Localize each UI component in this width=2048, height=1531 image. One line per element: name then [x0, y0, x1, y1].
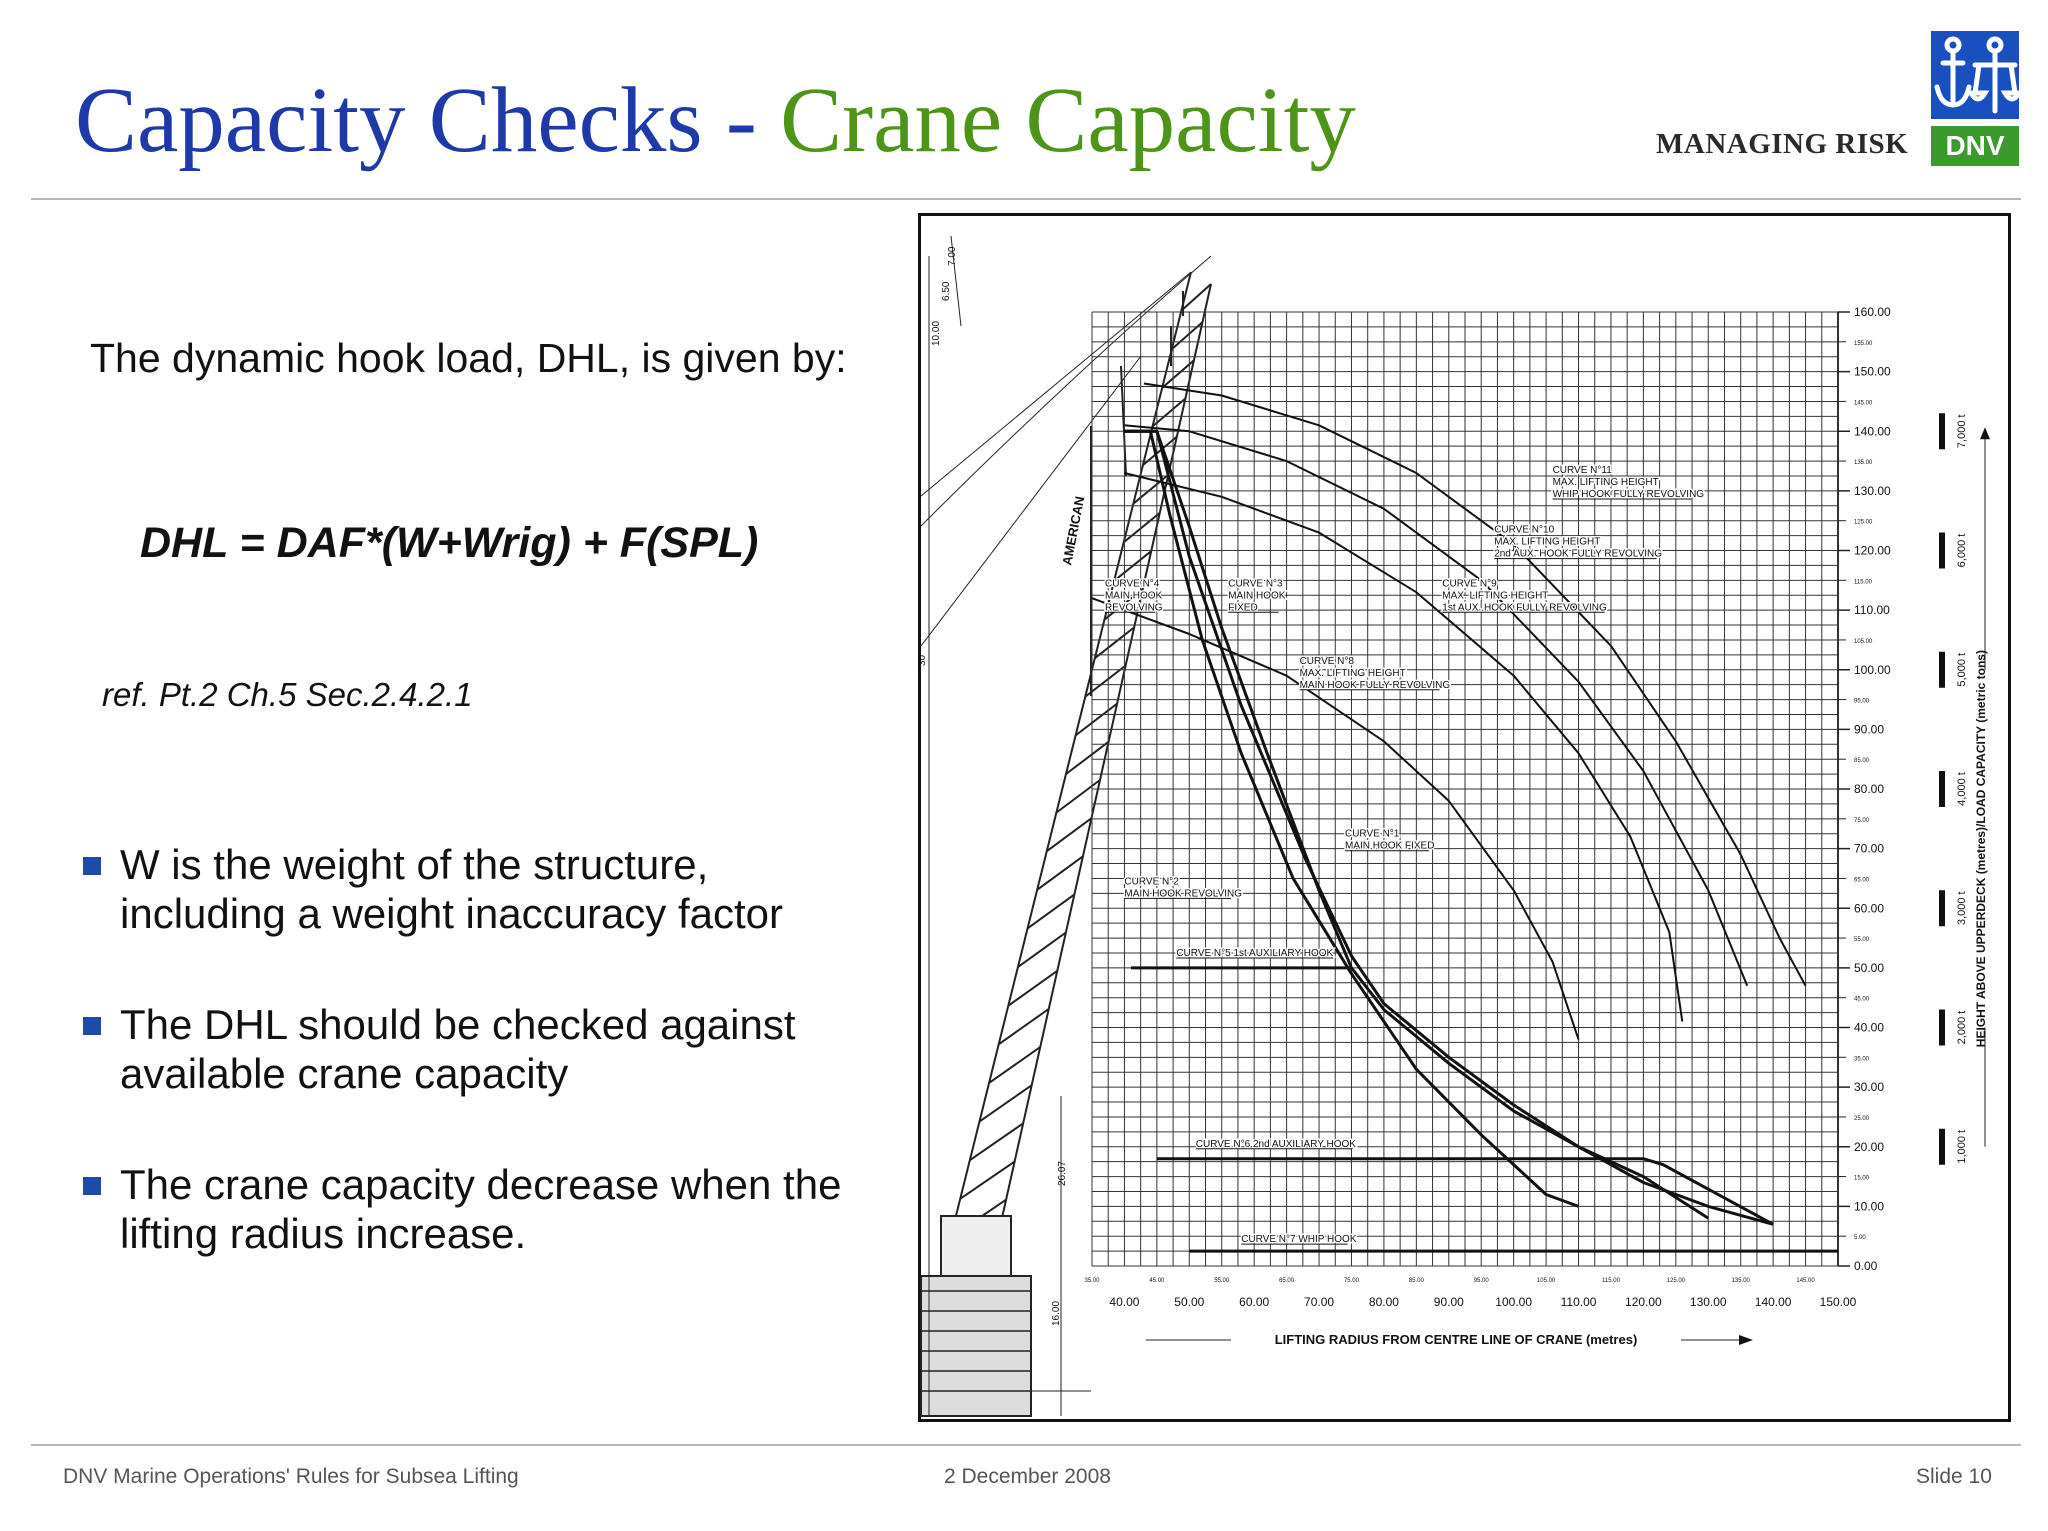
square-bullet-icon	[83, 1017, 101, 1035]
bullet-item	[80, 840, 880, 938]
bullet-item	[80, 1000, 880, 1098]
capacity-label: 7,000 t	[1956, 414, 1968, 449]
bullet-text: W is the weight of the structure, including a weight inaccuracy factor	[120, 841, 784, 937]
series-curve	[1124, 425, 1747, 986]
capacity-bar	[1939, 652, 1945, 688]
y-tick-label-minor: 5.00	[1854, 1235, 1866, 1242]
y-tick-label-minor: 55.00	[1854, 937, 1870, 944]
x-tick-label-minor: 145.00	[1796, 1278, 1815, 1284]
dnv-logo-wordmark: DNV	[1931, 126, 2019, 166]
y-tick-label-minor: 155.00	[1854, 340, 1873, 347]
bullet-text: The crane capacity decrease when the lifting radius increase.	[120, 1161, 842, 1257]
dimension-label: 30	[917, 654, 928, 666]
y-tick-label: 20.00	[1854, 1139, 1885, 1154]
curve-label-line: 2nd AUX. HOOK FULLY REVOLVING	[1494, 548, 1663, 560]
x-tick-label: 40.00	[1109, 1295, 1140, 1309]
x-tick-label: 80.00	[1368, 1295, 1399, 1309]
curve-label	[1345, 829, 1434, 852]
curve-label-line: MAX. LIFTING HEIGHT	[1442, 590, 1549, 602]
curve-label-line: CURVE N°5 1st AUXILIARY HOOK	[1176, 947, 1334, 959]
x-tick-label-minor: 35.00	[1084, 1278, 1100, 1284]
curve-label-line: CURVE N°4	[1104, 578, 1160, 590]
x-tick-label-minor: 115.00	[1602, 1278, 1620, 1284]
x-tick-label: 90.00	[1433, 1295, 1464, 1309]
curve-label	[1228, 578, 1286, 613]
curve-label-line: MAX. LIFTING HEIGHT	[1494, 536, 1601, 548]
curve-label-line: CURVE N°1	[1344, 828, 1400, 840]
curve-label-line: MAX. LIFTING HEIGHT	[1552, 476, 1659, 488]
header-divider	[31, 198, 2021, 200]
curve-label-line: MAIN HOOK FULLY REVOLVING	[1299, 679, 1451, 691]
y-tick-label-minor: 125.00	[1854, 519, 1873, 526]
y-tick-label: 130.00	[1854, 483, 1891, 498]
curve-label-line: CURVE N°6 2nd AUXILIARY HOOK	[1195, 1138, 1356, 1150]
dimension-label: 6.50	[941, 281, 952, 301]
y-tick-label: 50.00	[1854, 960, 1885, 975]
capacity-bar	[1939, 1129, 1945, 1165]
y-tick-label: 140.00	[1854, 424, 1891, 439]
y-tick-label: 70.00	[1854, 841, 1885, 856]
x-tick-label: 140.00	[1754, 1295, 1792, 1309]
curve-label-line: CURVE N°8	[1299, 655, 1354, 667]
y-tick-label: 150.00	[1854, 364, 1891, 379]
x-tick-label: 70.00	[1304, 1295, 1335, 1309]
curve-label-line: MAIN HOOK FIXED	[1344, 840, 1435, 852]
y-tick-label-minor: 15.00	[1854, 1175, 1870, 1182]
capacity-label: 3,000 t	[1956, 891, 1968, 926]
curve-label-line: CURVE N°3	[1228, 578, 1283, 590]
curve-label-line: REVOLVING	[1104, 602, 1163, 614]
x-tick-label-minor: 85.00	[1408, 1278, 1424, 1284]
y-axis-arrow-head	[1980, 427, 1990, 439]
curve-label	[1553, 465, 1705, 500]
y-tick-label: 60.00	[1854, 901, 1885, 916]
x-tick-label-minor: 95.00	[1473, 1278, 1489, 1284]
crane-maker-label: AMERICAN	[1059, 494, 1088, 567]
capacity-label: 6,000 t	[1956, 533, 1968, 568]
x-tick-label-minor: 75.00	[1343, 1278, 1359, 1284]
curve-label-line: MAX. LIFTING HEIGHT	[1299, 667, 1406, 679]
dimension-label: 10.00	[931, 320, 942, 346]
capacity-label: 4,000 t	[1956, 772, 1968, 806]
curve-label	[1105, 578, 1163, 613]
footer-date: 2 December 2008	[944, 1465, 1111, 1488]
y-tick-label: 10.00	[1854, 1199, 1885, 1214]
y-tick-label: 120.00	[1854, 543, 1891, 558]
y-tick-label-minor: 145.00	[1854, 400, 1873, 407]
x-axis-arrow-head	[1739, 1335, 1753, 1345]
y-tick-label-minor: 135.00	[1854, 460, 1873, 467]
dnv-anchor-logo-icon	[1931, 31, 2019, 119]
x-tick-label-minor: 65.00	[1279, 1278, 1295, 1284]
dhl-formula: DHL = DAF*(W+Wrig) + F(SPL)	[140, 519, 759, 567]
x-tick-label-minor: 45.00	[1149, 1278, 1165, 1284]
x-tick-label: 60.00	[1239, 1295, 1270, 1309]
x-axis-label: LIFTING RADIUS FROM CENTRE LINE OF CRANE (metres)	[1274, 1332, 1638, 1347]
guide-arc	[921, 256, 1211, 526]
curve-label	[1300, 656, 1451, 691]
x-tick-label: 150.00	[1819, 1295, 1857, 1309]
crane-house	[941, 1216, 1011, 1276]
x-tick-label-minor: 125.00	[1666, 1278, 1686, 1284]
vessel-hull	[921, 1276, 1031, 1416]
y-tick-label-minor: 85.00	[1854, 758, 1870, 765]
y-tick-label: 40.00	[1854, 1020, 1885, 1035]
y-tick-label-minor: 25.00	[1854, 1115, 1870, 1122]
bullet-list	[80, 840, 880, 1320]
capacity-bar	[1939, 1010, 1945, 1046]
crane-illustration	[921, 236, 1211, 1416]
square-bullet-icon	[83, 857, 101, 875]
capacity-label: 5,000 t	[1956, 652, 1968, 687]
y-tick-label-minor: 115.00	[1854, 579, 1872, 586]
curve-label	[1241, 1234, 1357, 1245]
curve-label	[1124, 876, 1242, 899]
managing-risk-tagline: MANAGING RISK	[1656, 128, 1909, 160]
footer-title: DNV Marine Operations' Rules for Subsea Lifting	[63, 1465, 519, 1488]
curve-label-line: CURVE N°10	[1494, 524, 1555, 536]
y-tick-label: 100.00	[1854, 662, 1891, 677]
crane-capacity-chart-svg	[917, 216, 2008, 1419]
y-tick-label: 160.00	[1854, 305, 1891, 319]
curve-label	[1442, 578, 1607, 613]
slide-number: Slide 10	[1916, 1465, 1992, 1488]
curve-label-line: MAIN HOOK	[1228, 590, 1286, 602]
chart-grid	[1092, 312, 1838, 1266]
curve-label-line: CURVE N°2	[1124, 876, 1179, 888]
x-tick-label-minor: 105.00	[1536, 1278, 1556, 1284]
dimension-label: 7.00	[947, 246, 958, 266]
x-tick-label: 110.00	[1560, 1295, 1597, 1309]
capacity-bar	[1939, 413, 1945, 449]
x-tick-label-minor: 55.00	[1214, 1278, 1230, 1284]
curve-label	[1196, 1139, 1357, 1150]
curve-label-line: MAIN HOOK	[1104, 590, 1163, 602]
y-tick-label-minor: 105.00	[1854, 638, 1873, 645]
curve-label-line: CURVE N°7 WHIP HOOK	[1241, 1234, 1357, 1246]
y-axis-label: HEIGHT ABOVE UPPERDECK (metres)/LOAD CAPACITY (metric tons)	[1974, 650, 1988, 1048]
curve-label-line: WHIP HOOK FULLY REVOLVING	[1552, 488, 1705, 500]
slide-title	[75, 70, 1356, 172]
y-tick-label-minor: 95.00	[1854, 698, 1870, 705]
x-tick-label-minor: 135.00	[1731, 1278, 1750, 1284]
dimension-label: 16.00	[1051, 1300, 1062, 1326]
square-bullet-icon	[83, 1177, 101, 1195]
y-tick-label-minor: 65.00	[1854, 877, 1870, 884]
curve-label-line: CURVE N°11	[1552, 464, 1612, 476]
crane-capacity-chart	[918, 213, 2011, 1422]
curve-label-line: CURVE N°9	[1442, 578, 1497, 590]
capacity-label: 2,000 t	[1956, 1010, 1968, 1045]
x-tick-label: 50.00	[1174, 1295, 1205, 1309]
curve-label	[1176, 948, 1333, 959]
y-tick-label: 90.00	[1854, 722, 1885, 737]
capacity-bar	[1939, 533, 1945, 569]
title-part1: Capacity Checks	[75, 69, 703, 172]
curve-label-line: MAIN HOOK REVOLVING	[1124, 888, 1243, 900]
bullet-text: The DHL should be checked against available crane capacity	[120, 1001, 796, 1097]
capacity-bar	[1939, 890, 1945, 926]
curve-label-line: 1st AUX. HOOK FULLY REVOLVING	[1442, 602, 1607, 614]
curve-label-line: FIXED	[1228, 602, 1258, 614]
y-tick-label: 0.00	[1854, 1259, 1878, 1273]
rule-reference: ref. Pt.2 Ch.5 Sec.2.4.2.1	[102, 676, 473, 713]
bullet-item	[80, 1160, 880, 1258]
intro-text: The dynamic hook load, DHL, is given by:	[90, 335, 847, 381]
y-tick-label: 110.00	[1854, 603, 1890, 618]
title-separator: -	[702, 69, 781, 172]
dimension-label: 26.07	[1057, 1160, 1068, 1186]
y-tick-label: 30.00	[1854, 1080, 1885, 1095]
x-tick-label: 120.00	[1625, 1295, 1662, 1309]
footer-divider	[31, 1444, 2021, 1446]
y-tick-label: 80.00	[1854, 782, 1885, 796]
y-tick-label-minor: 45.00	[1854, 996, 1870, 1003]
x-tick-label: 100.00	[1495, 1295, 1533, 1309]
capacity-label: 1,000 t	[1956, 1129, 1968, 1164]
capacity-bar	[1939, 771, 1945, 807]
y-tick-label-minor: 35.00	[1854, 1056, 1870, 1063]
x-tick-label: 130.00	[1689, 1295, 1727, 1309]
y-tick-label-minor: 75.00	[1854, 817, 1870, 824]
title-part2: Crane Capacity	[780, 69, 1356, 172]
hoist-rope	[1121, 366, 1126, 476]
